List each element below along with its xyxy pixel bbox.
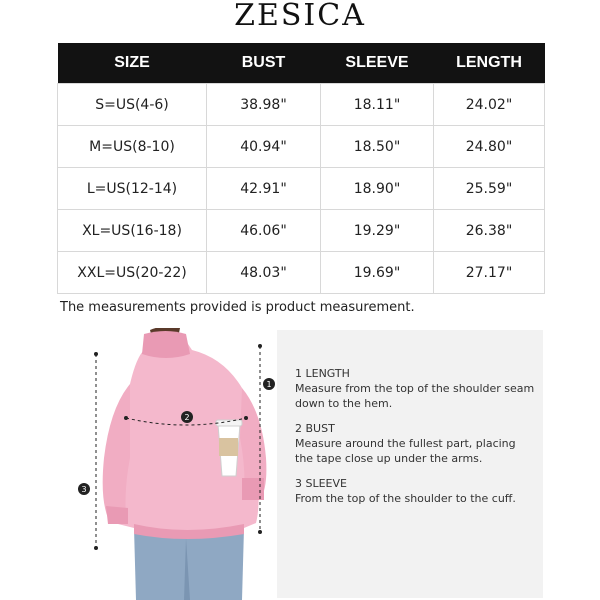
table-row bbox=[58, 84, 545, 126]
bust-cell: 38.98" bbox=[207, 84, 321, 126]
size-cell: L=US(12-14) bbox=[58, 168, 207, 210]
turtleneck-collar bbox=[142, 331, 190, 358]
table-row bbox=[58, 126, 545, 168]
guide-item-sleeve bbox=[295, 476, 535, 506]
sleeve-cell: 19.29" bbox=[321, 210, 434, 252]
size-cell: M=US(8-10) bbox=[58, 126, 207, 168]
guide-item-length-title: 1 LENGTH bbox=[295, 367, 350, 380]
length-cell: 24.02" bbox=[434, 84, 545, 126]
sleeve-measure-cap-bottom bbox=[94, 546, 98, 550]
sleeve-cell: 18.90" bbox=[321, 168, 434, 210]
column-header-length: LENGTH bbox=[434, 43, 545, 84]
guide-item-sleeve-title: 3 SLEEVE bbox=[295, 477, 347, 490]
marker-1-label: 1 bbox=[266, 380, 272, 389]
right-cuff bbox=[242, 478, 264, 500]
bust-cell: 40.94" bbox=[207, 126, 321, 168]
size-cell: XL=US(16-18) bbox=[58, 210, 207, 252]
left-cuff bbox=[106, 506, 128, 524]
size-chart-table bbox=[57, 43, 545, 294]
sweater-model-illustration bbox=[74, 328, 284, 600]
guide-item-sleeve-text: From the top of the shoulder to the cuff. bbox=[295, 492, 516, 505]
sleeve-cell: 19.69" bbox=[321, 252, 434, 294]
size-cell: S=US(4-6) bbox=[58, 84, 207, 126]
sleeve-cell: 18.11" bbox=[321, 84, 434, 126]
length-measure-cap-top bbox=[258, 344, 262, 348]
table-row bbox=[58, 252, 545, 294]
guide-item-bust-title: 2 BUST bbox=[295, 422, 335, 435]
column-header-size: SIZE bbox=[58, 43, 207, 84]
marker-2-label: 2 bbox=[184, 413, 190, 422]
column-header-bust: BUST bbox=[207, 43, 321, 84]
bust-cell: 46.06" bbox=[207, 210, 321, 252]
length-cell: 24.80" bbox=[434, 126, 545, 168]
sleeve-measure-cap-top bbox=[94, 352, 98, 356]
table-row bbox=[58, 168, 545, 210]
cup-sleeve bbox=[219, 438, 238, 456]
guide-item-length-text: Measure from the top of the shoulder seam down to the hem. bbox=[295, 382, 535, 410]
length-cell: 25.59" bbox=[434, 168, 545, 210]
sleeve-cell: 18.50" bbox=[321, 126, 434, 168]
guide-item-bust bbox=[295, 421, 535, 466]
column-header-sleeve: SLEEVE bbox=[321, 43, 434, 84]
bust-cell: 42.91" bbox=[207, 168, 321, 210]
table-header-row bbox=[58, 43, 545, 84]
marker-3-label: 3 bbox=[81, 485, 87, 494]
size-cell: XXL=US(20-22) bbox=[58, 252, 207, 294]
table-row bbox=[58, 210, 545, 252]
guide-item-length bbox=[295, 366, 535, 411]
measurement-guide-panel bbox=[277, 330, 543, 598]
bust-cell: 48.03" bbox=[207, 252, 321, 294]
measurement-note: The measurements provided is product measurement. bbox=[60, 300, 415, 315]
length-cell: 27.17" bbox=[434, 252, 545, 294]
length-measure-cap-bottom bbox=[258, 530, 262, 534]
length-cell: 26.38" bbox=[434, 210, 545, 252]
guide-item-bust-text: Measure around the fullest part, placing the tape close up under the arms. bbox=[295, 437, 516, 465]
bust-measure-cap-left bbox=[124, 416, 128, 420]
brand-logo: ZESICA bbox=[234, 0, 366, 33]
bust-measure-cap-right bbox=[244, 416, 248, 420]
